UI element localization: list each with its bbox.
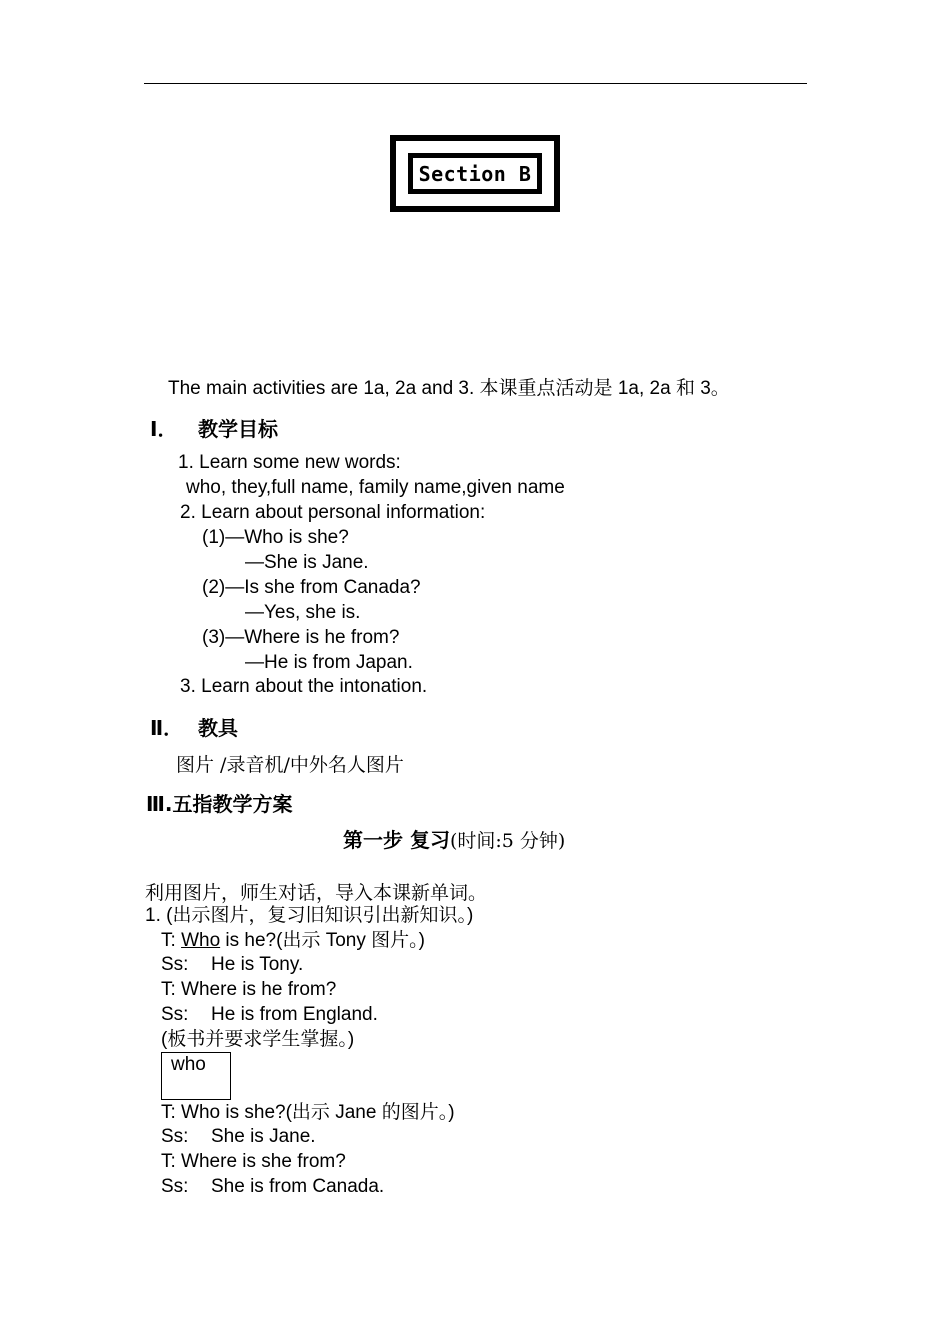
objective-line: who, they,full name, family name,given name (186, 477, 565, 498)
objective-line: 3. Learn about the intonation. (180, 676, 428, 697)
objective-line: —Yes, she is. (245, 602, 361, 623)
procedure-intro: 利用图片，师生对话，导入本课新单词。 (145, 882, 488, 904)
dialogue-text: He is from England. (211, 1004, 378, 1025)
objective-line: —He is from Japan. (245, 652, 413, 673)
speaker-label: Ss: (161, 954, 189, 975)
part2-title: 教具 (198, 716, 238, 740)
objective-line: (1)—Who is she? (202, 527, 349, 548)
dialogue-line: T: Where is he from? (161, 979, 337, 1000)
objective-line: 1. Learn some new words: (178, 452, 401, 473)
blackboard-word: who (171, 1054, 206, 1075)
dialogue-text: She is from Canada. (211, 1176, 385, 1197)
objective-line: —She is Jane. (245, 552, 369, 573)
procedure-step: 1. (出示图片，复习旧知识引出新知识。) (145, 905, 474, 926)
section-title-box (408, 153, 542, 194)
teaching-aids: 图片 /录音机/中外名人图片 (176, 754, 404, 776)
dialogue-text: She is Jane. (211, 1126, 316, 1147)
dialogue-text: is he?(出示 Tony 图片。) (220, 930, 425, 951)
speaker-label: Ss: (161, 1176, 189, 1197)
step1-time: (时间:5 分钟) (449, 830, 566, 852)
dialogue-line (161, 928, 425, 953)
board-note: (板书并要求学生掌握。) (161, 1029, 355, 1050)
dialogue-line: T: Who is she?(出示 Jane 的图片。) (161, 1102, 455, 1123)
part1-title: 教学目标 (198, 417, 278, 441)
objective-line: (3)—Where is he from? (202, 627, 400, 648)
dialogue-text: He is Tony. (211, 954, 304, 975)
step1-title: 第一步 复习 (343, 828, 450, 852)
header-rule (144, 83, 807, 84)
part2-number: Ⅱ． (150, 716, 184, 740)
dialogue-line: T: Where is she from? (161, 1151, 346, 1172)
speaker-label: Ss: (161, 1126, 189, 1147)
step1-heading (343, 824, 565, 853)
objective-line: 2. Learn about personal information: (180, 502, 486, 523)
objective-line: (2)—Is she from Canada? (202, 577, 421, 598)
section-title: Section B (418, 161, 532, 186)
speaker-label: T: (161, 930, 182, 951)
part1-number: Ⅰ． (150, 417, 178, 441)
blackboard-word-box (161, 1052, 231, 1100)
intro-text: The main activities are 1a, 2a and 3. 本课重点活动是 1a, 2a 和 3。 (168, 378, 730, 399)
new-word: Who (181, 930, 221, 951)
speaker-label: Ss: (161, 1004, 189, 1025)
part3-title: Ⅲ.五指教学方案 (146, 792, 293, 816)
